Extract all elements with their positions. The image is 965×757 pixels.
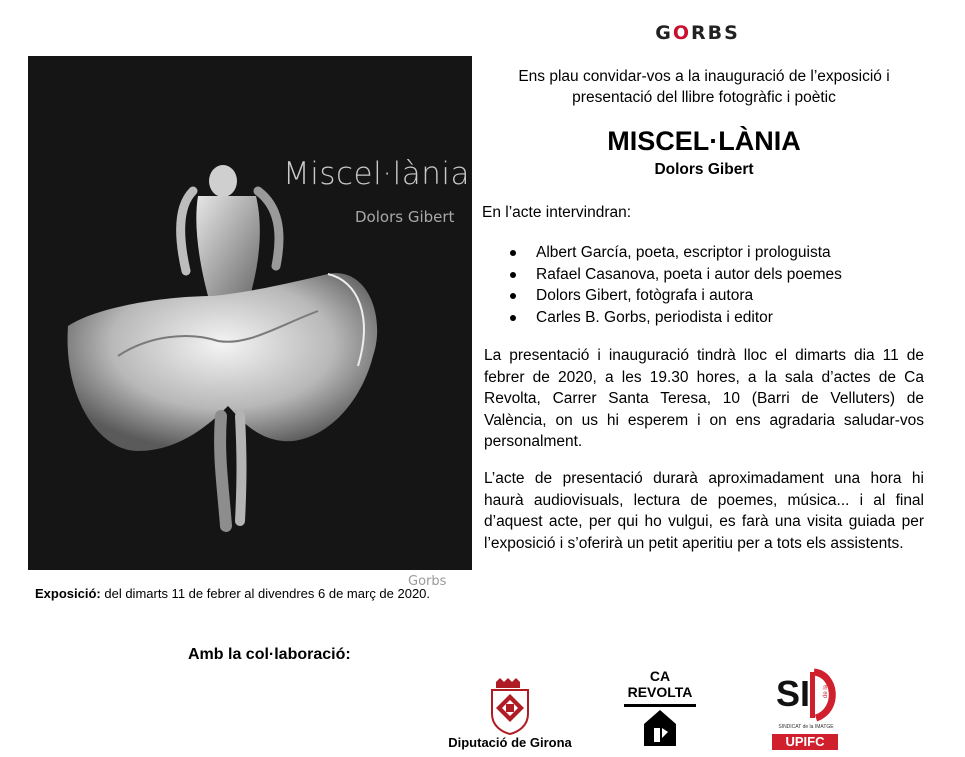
event-details-paragraph: La presentació i inauguració tindrà lloc el dimarts dia 11 de febrer de 2020, a les 19.30 hores, a la sala d’actes de Ca Revolta, Carrer Santa Teresa, 10 (Barri de Velluters) de València, on us hi esperem i on ens agradaria saludar-vos personalment.: [484, 347, 924, 450]
exhibition-dates: [35, 586, 430, 601]
upifc-label: UPIFC: [772, 734, 838, 750]
publisher-logo: GORBS: [655, 22, 740, 44]
collaboration-label: Amb la col·laboració:: [188, 646, 351, 663]
bullet-icon: [510, 250, 516, 256]
svg-text:SI: SI: [776, 673, 811, 714]
cover-author: Dolors Gibert: [355, 208, 455, 226]
list-item: [508, 285, 842, 307]
bullet-icon: [510, 293, 516, 299]
speaker-text: Rafael Casanova, poeta i autor dels poemes: [536, 265, 842, 283]
list-item: [508, 307, 842, 329]
sdi-subtitle: SINDICAT de la IMATGE: [778, 724, 834, 730]
ca-revolta-line2: REVOLTA: [627, 684, 693, 700]
cover-title: Miscel·lània: [283, 156, 470, 192]
bullet-icon: [510, 272, 516, 278]
bullet-icon: [510, 315, 516, 321]
dancer-illustration: [28, 56, 472, 570]
invitation-intro: Ens plau convidar-vos a la inauguració de l’exposició i presentació del llibre fotogràfic i poètic: [518, 68, 890, 106]
exhibition-label: Exposició:: [35, 586, 101, 601]
speaker-text: Carles B. Gorbs, periodista i editor: [536, 308, 773, 326]
speakers-intro: En l’acte intervindran:: [482, 204, 632, 221]
book-cover-image: [28, 56, 472, 589]
list-item: [508, 242, 842, 264]
speakers-list: [508, 242, 842, 328]
program-paragraph: L’acte de presentació durarà aproximadament una hora hi haurà audiovisuals, lectura de poemes, música... i al final d’aquest acte, per qui ho vulgui, es farà una visita guiada per l’exposició i s’oferirà un petit aperitiu per a tots els assistents.: [484, 470, 924, 552]
list-item: [508, 264, 842, 286]
ca-revolta-line1: CA: [649, 668, 671, 684]
book-title: MISCEL·LÀNIA: [607, 126, 801, 156]
speaker-text: Albert García, poeta, escriptor i prologuista: [536, 244, 831, 261]
diputacio-label: Diputació de Girona: [448, 735, 572, 750]
exhibition-dates-text: del dimarts 11 de febrer al divendres 6 de març de 2020.: [100, 586, 431, 601]
svg-text:de la: de la: [823, 684, 829, 698]
book-author: Dolors Gibert: [654, 161, 754, 178]
cover-publisher: Gorbs: [408, 574, 447, 589]
speaker-text: Dolors Gibert, fotògrafa i autora: [536, 287, 754, 304]
